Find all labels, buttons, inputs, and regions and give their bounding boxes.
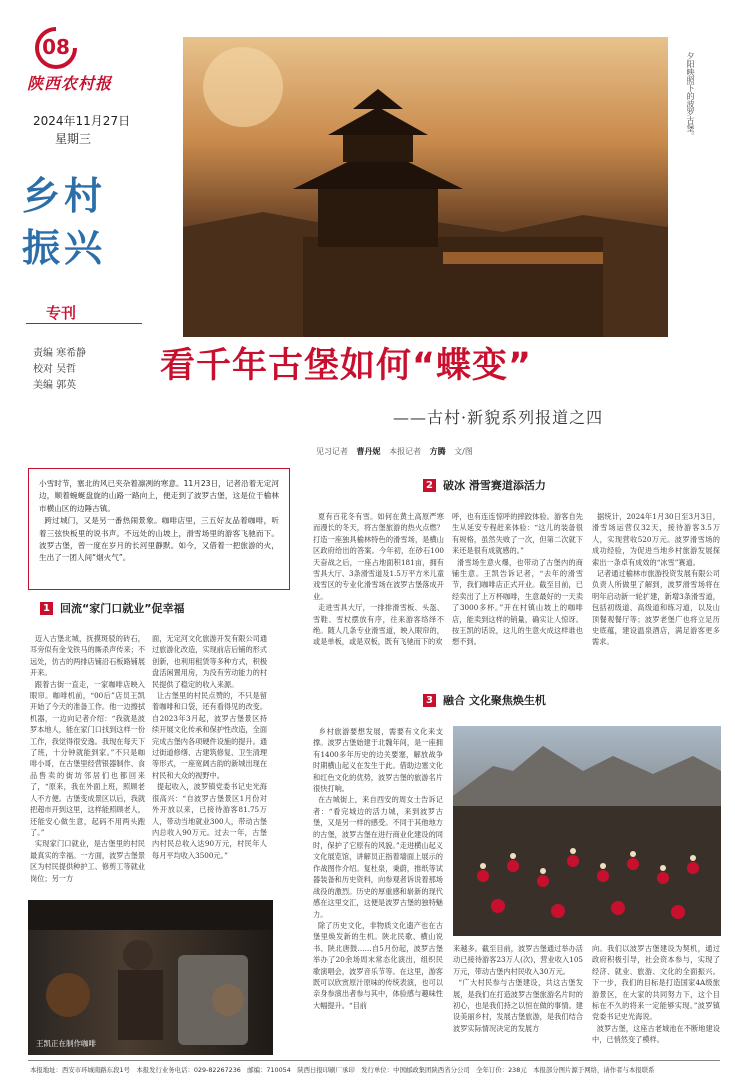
lead-text: 小雪时节，塞北的风已夹杂着凛冽的寒意。11月23日，记者沿着无定河边，顺着蜿蜒盘旋的山路一路向上，便走到了波罗古堡，这是位于榆林市横山区的边陲古镇。 跨过城门，又是另一番热闹景象。咖啡店里，三五好友品着咖啡，听着三弦快板里的说书声。不远处的山坡上，滑雪场里的游客飞驰而下。波罗古堡，曾一度在岁月的长河里静默。如今，又借着一把旅游的火，生出了一团人间“烟火气”。 [39, 479, 280, 563]
byline [316, 446, 473, 457]
paper-name: 陕西农村报 [27, 74, 113, 93]
section-2-col2: 呼，也有连连惊呼的摔跤体验。游客自先生从延安专程赶来体验：“这儿的装备很有规格，虽然失败了一次，但第二次就下来还是很有成就感的。” 滑雪场生意火爆，也带动了古堡内的商铺生意。王凯告诉记者，“去年的滑雪节，我们咖啡店正式开业。截至目前，已经卖出了上万杯咖啡，生意最好的一天卖了3000多杯。”开在村镇山坡上的咖啡店，能卖到这样的销量，确实让人惊讶。按王凯的话说，这儿的生意火成这样谁也想不到。 [452, 512, 583, 647]
drum-dancers-icon [453, 726, 721, 936]
page-number: 08 [42, 35, 70, 59]
credit-proof: 校对 吴哲 [33, 364, 77, 375]
section-3-heading [423, 692, 546, 708]
section-1-heading [40, 600, 184, 616]
section-3-title: 融合 文化聚焦焕生机 [443, 694, 546, 707]
section-title [22, 170, 106, 274]
drum-photo-caption: 滑雪场旁边的百人老腰鼓表演。 [463, 927, 568, 936]
byline-name2: 方腾 [429, 447, 446, 456]
section-3-col2: 来越多。截至目前，波罗古堡通过举办活动已接待游客23万人(次)，营业收入105万元，带动古堡内村民收入30万元。 “广大村民参与古堡建设，共这古堡发展，是我们在打造波罗古堡旅游名片时的初心，也是我们持之以恒在做的事情。建设美丽乡村，发展古堡旅游，是我们结合波罗实际情况决定的发展方 [453, 944, 583, 1033]
byline-label2: 本报记者 [389, 447, 422, 456]
section-3-number: 3 [423, 694, 436, 707]
barista-scene-icon [28, 900, 273, 1055]
issue-weekday: 星期三 [55, 132, 92, 146]
section-2-number: 2 [423, 479, 436, 492]
castle-silhouette-icon [183, 37, 668, 337]
section-3-col1: 乡村旅游要想发展，需要有文化来支撑。波罗古堡始建于北魏年间，是一座拥有1400多年历史的边关要塞，解放战争时期横山起义在发生于此。借助边塞文化和红色文化的优势，波罗古堡的旅游名片很快打响。 在古城街上，来自西安的周女士告诉记者：“看完城边的活力城，来到波罗古堡，又是另一样的感受。不同于其他地方的古堡，波罗古堡在进行商业化建设的同时，保护了它原有的风貌。”走进横山起义文化展览馆，讲解员正指着墙面上展示的作战图作介绍。复杜泉，秉蔚，推纸等试器装备和历史资料，向参观者诉说着那场战役的激烈。历史的厚重感和崭新的现代感在这里交汇，这便是波罗古堡的独特魅力。 除了历史文化，非物质文化遗产也在古堡里焕发新的生机。陕北民歌、横山说书、陕北唐鼓……自5月份起，波罗古堡举办了20余场周末常态化演出，组织民歌演唱会，波罗音乐节等。在这里，游客既可以欣赏原汁原味的传统表演，也可以亲身参演出者参与其中，体验感与趣味性大幅提升。“目前 [313, 727, 443, 1010]
headline-subtitle: ——古村·新貌系列报道之四 [393, 408, 604, 427]
footer-rule [28, 1060, 720, 1061]
section-2-col1: 夏有百花冬有雪。如何在黄土高原严寒而漫长的冬天，将古堡旅游的热火点燃？打造一座独具榆林特色的滑雪场，是横山区政府给出的答案。今年初，在砂石100天奋战之后，一座占地面积181亩，拥有雪具大厅、3条滑雪道及1.5万平方米儿童戏雪区的专业化滑雪场在波罗古堡落成开业。 走进雪具大厅，一排排滑雪板、头盔、雪鞋、雪杖摆放有序，往来游客络绎不绝。随人几条专业滑雪道，映入眼帘的，或是单板，或是双板，既有飞驰而下的欢 [313, 512, 444, 647]
credit-editor: 责编 寒希静 [33, 348, 87, 359]
special-tag [26, 302, 142, 324]
byline-tail: 文/图 [454, 447, 473, 456]
section-1-title: 回流“家门口就业”促幸福 [60, 602, 185, 615]
footer-text: 本报地址：西安市环城南路东段1号 本报发行业务电话：029-82267236 邮编：710054 陕西日报印刷厂承印 发行单位：中国邮政集团陕西省分公司 全年订价：238元 本报部分图片源于网络，请作者与本报联系 [30, 1066, 655, 1074]
section-2-col3: 据统计，2024年1月30日至3月3日，滑雪场运营仅32天，接待游客3.5万人，实现营收520万元。波罗滑雪场的成功经验，为促进当地乡村旅游发展探索出一条卓有成效的“冰雪”赛道。 记者通过榆林市旅游投资发展有限公司负责人所做里了解到，波罗滑雪场将在明年启动新一轮扩建，新增3条滑雪道，包括初级道、高级道和练习道，以及山顶餐观餐厅等；波罗老堡广也将立足历史底蕴，建设温泉酒店，满足游客更多需求。 [592, 512, 720, 647]
credits [33, 346, 86, 394]
section-1-col1: 迈入古堡北城，抚摸斑驳的砖石，耳旁似有金戈铁马的厮杀声传来；不远处，仿古的两排店铺沿石板路铺展开来。 跟着古街一直走，一家咖啡店映入眼帘。咖啡机前，“00后”店员王凯开始了今天的准备工作。他一边擦拭机器，一边向记者介绍：“我就是波罗本地人，能在家门口找到这样一份工作，我觉得很安逸。我现在每天下了班，十分钟就能到家。”不只是咖啡小哥，在古堡里经营银器制作、食品售卖的街坊邻居们也都回来了，“原来，我在外面上班，照顾老人不方便。古堡变成景区以后，我就把超市开到这里，这样能照顾老人，还能安心做生意，起码不用两头跑了。” 实现家门口就业，是古堡里的村民最真实的幸福。一方面，波罗古堡景区为村民提供种护工、修剪工等就业岗位；另一方 [30, 634, 145, 883]
section-title-line1: 乡村 [22, 174, 107, 218]
drum-performance-photo [453, 726, 721, 936]
top-photo-caption: 夕阳映照下的波罗古堡。 [686, 52, 695, 140]
section-1-col2: 面，无定河文化旅游开发有限公司通过旅游化改造，实现前店后铺的形式创新，也利用租赁等多种方式，积极盘活闲置用房，为没有劳动能力的村民提供了稳定的收入来源。 让古堡里的村民点赞的，不只是留着咖啡和口袋，还有看得见的改变。自2023年3月起，波罗古堡景区持续开展文化传承和保护性改造，全面完成古堡内各项硬件设施的提升。通过街道修缮、古建筑修复、卫生清理等形式，一座宽阔古韵的新城出现在村民和大众的视野中。 提起收入，波罗镇党委书记史光海很高兴：“自波罗古堡景区1月份对外开放以来，已接待游客81.75万人，带动当地就业300人，带动古堡内总收入90万元。过去一年，古堡内村民总收入达90万元，村民年人每月平均收入3500元。” [152, 634, 267, 860]
section-2-heading [423, 477, 546, 493]
headline-title: 看千年古堡如何“蝶变” [160, 346, 533, 386]
barista-photo-caption: 王凯正在制作咖啡 [36, 1039, 96, 1048]
barista-photo [28, 900, 273, 1055]
credit-designer: 美编 郭英 [33, 380, 77, 391]
section-1-number: 1 [40, 602, 53, 615]
special-label: 专刊 [46, 304, 77, 322]
issue-date: 2024年11月27日 [33, 114, 131, 128]
byline-name1: 曹丹妮 [356, 447, 381, 456]
section-title-line2: 振兴 [22, 226, 107, 270]
page-number-badge [34, 26, 78, 70]
castle-sunset-photo [183, 37, 668, 337]
section-3-col3: 向。我们以波罗古堡建设为契机，通过政府积极引导，社会资本参与，实现了经济、就业、旅游、文化的全面振兴。下一步，我们的目标是打造国家4A级旅游景区，在大家的共同努力下，这个目标在不久的将来一定能够实现。”波罗镇党委书记史光海说。 波罗古堡，这座古老城池在不断地建设中，已悄然变了模样。 [592, 944, 720, 1045]
byline-label1: 见习记者 [316, 447, 348, 456]
lead-box [28, 468, 290, 590]
section-2-title: 破冰 滑雪赛道添活力 [443, 479, 546, 492]
